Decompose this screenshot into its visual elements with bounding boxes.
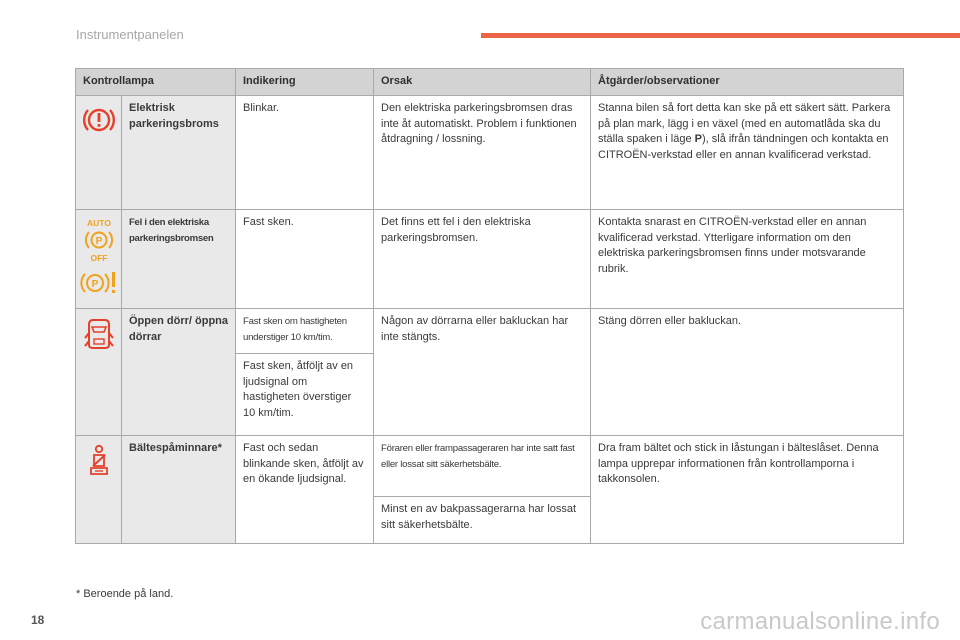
header-accent-bar [481, 33, 960, 38]
table-row [76, 309, 904, 354]
door-open-icon [76, 317, 121, 351]
icon-cell [76, 210, 122, 309]
table-header-row [76, 69, 904, 96]
icon-cell [76, 96, 122, 210]
icon-cell [76, 309, 122, 436]
indication-cell: Fast sken, åtföljt av en ljudsignal om hastigheten överstiger 10 km/tim. [236, 354, 374, 436]
cause-cell: Minst en av bakpassagerarna har lossat sitt säkerhetsbälte. [374, 497, 591, 544]
auto-p-off-bottom: OFF [90, 253, 107, 263]
cause-cell [374, 436, 591, 497]
indication-cell: Fast och sedan blinkande sken, åtföljt av en ökande ljudsignal. [236, 436, 374, 544]
action-text: Stanna bilen så fort detta kan ske på ett säkert sätt. Parkera på plan mark, lägg i en växel (med en automatlåda ska du ställa spaken i läge [598, 102, 891, 145]
watermark: carmanualsonline.info [700, 608, 940, 635]
indication-cell: Fast sken. [236, 210, 374, 309]
action-cell: Stäng dörren eller bakluckan. [591, 309, 904, 436]
lamp-name-text: Fel i den elektriska parkeringsbromsen [129, 217, 214, 244]
cause-cell: Den elektriska parkeringsbromsen dras inte åt automatiskt. Problem i funktionen åtdragning / lossning. [374, 96, 591, 210]
footnote: * Beroende på land. [76, 588, 174, 600]
brake-warning-icon [76, 104, 121, 136]
table-row [76, 436, 904, 497]
indication-cell [236, 309, 374, 354]
action-text-cont: ), slå ifrån tändningen och kontakta en CITROËN-verkstad eller en annan kvalificerad verkstad. [598, 133, 889, 161]
auto-p-off-mid: P [95, 236, 102, 247]
header-cause: Orsak [374, 69, 591, 96]
lamp-name-text: Bältespåminnare [129, 442, 218, 454]
cause-text: Föraren eller frampassageraren har inte satt fast eller lossat sitt säkerhetsbälte. [381, 443, 575, 470]
header-lamp: Kontrollampa [76, 69, 236, 96]
icon-cell [76, 436, 122, 544]
action-cell: Kontakta snarast en CITROËN-verkstad eller en annan kvalificerad verkstad. Ytterligare information om den elektriska parkeringsbromsen finns under motsvarande rubrik. [591, 210, 904, 309]
lamp-name [122, 210, 236, 309]
indication-cell: Blinkar. [236, 96, 374, 210]
cause-cell: Någon av dörrarna eller bakluckan har inte stängts. [374, 309, 591, 436]
parking-brake-fault-icon [76, 268, 121, 298]
header-actions: Åtgärder/observationer [591, 69, 904, 96]
auto-p-off-icon [76, 218, 121, 264]
table-row [76, 210, 904, 309]
lamp-name: Elektrisk parkeringsbroms [122, 96, 236, 210]
page-number: 18 [31, 613, 45, 627]
action-cell: Dra fram bältet och stick in låstungan i bälteslåset. Denna lampa upprepar informationen från kontrollamporna i takkonsolen. [591, 436, 904, 544]
action-cell [591, 96, 904, 210]
cause-cell: Det finns ett fel i den elektriska parkeringsbromsen. [374, 210, 591, 309]
auto-p-off-top: AUTO [86, 218, 111, 228]
gear-position-p: P [694, 133, 702, 145]
parking-brake-fault-mid: P [91, 279, 98, 290]
indication-text: Fast sken om hastigheten understiger 10 km/tim. [243, 316, 347, 343]
header-indication: Indikering [236, 69, 374, 96]
table-row [76, 96, 904, 210]
lamp-name: Öppen dörr/ öppna dörrar [122, 309, 236, 436]
lamp-name [122, 436, 236, 544]
seatbelt-warning-icon [76, 444, 121, 476]
page-header-title: Instrumentpanelen [76, 27, 184, 42]
footnote-marker: * [217, 442, 222, 454]
warning-lamp-table [75, 68, 904, 544]
